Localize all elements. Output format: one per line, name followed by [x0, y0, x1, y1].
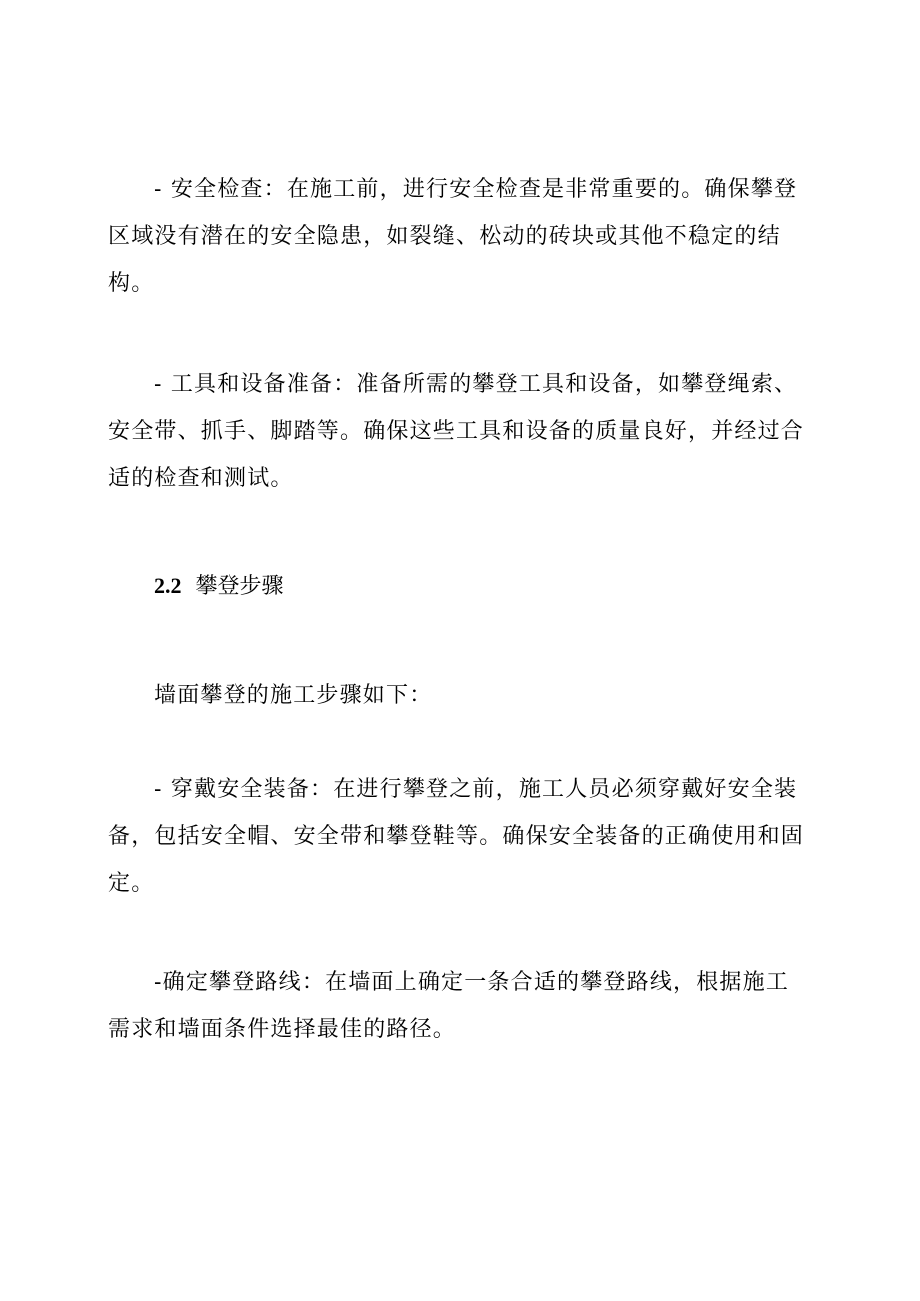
section-title: 攀登步骤 — [195, 574, 284, 599]
section-heading — [154, 566, 284, 607]
paragraph-determine-route: -确定攀登路线：在墙面上确定一条合适的攀登路线，根据施工需求和墙面条件选择最佳的路径。 — [108, 970, 790, 1042]
section-number: 2.2 — [154, 573, 182, 598]
paragraph-tools-preparation: - 工具和设备准备：准备所需的攀登工具和设备，如攀登绳索、安全带、抓手、脚踏等。确保这些工具和设备的质量良好，并经过合适的检查和测试。 — [108, 372, 805, 491]
paragraph-wear-safety-gear: - 穿戴安全装备：在进行攀登之前，施工人员必须穿戴好安全装备，包括安全帽、安全带和攀登鞋等。确保安全装备的正确使用和固定。 — [108, 777, 805, 896]
paragraph-safety-check: - 安全检查：在施工前，进行安全检查是非常重要的。确保攀登区域没有潜在的安全隐患，如裂缝、松动的砖块或其他不稳定的结构。 — [108, 177, 798, 296]
paragraph-steps-intro: 墙面攀登的施工步骤如下： — [154, 683, 433, 708]
